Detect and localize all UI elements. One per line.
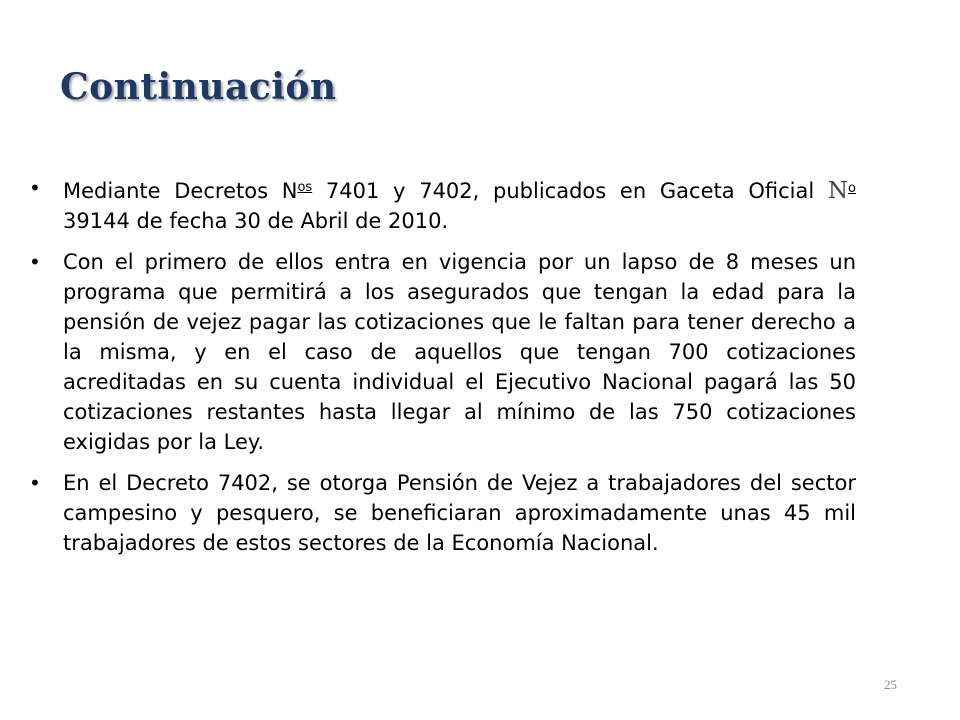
bullet-icon: •: [29, 176, 41, 200]
bullet-item-programa: [29, 247, 856, 457]
page-number: 25: [884, 677, 897, 692]
bullet-text-part: Mediante Decretos N: [63, 179, 298, 203]
bullet-icon: •: [29, 471, 41, 495]
bullet-text-part: 39144 de fecha 30 de Abril de 2010.: [63, 209, 449, 233]
bullet-text: En el Decreto 7402, se otorga Pensión de Vejez a trabajadores del sector campesino y pesquero, se beneficiaran aproximadamente unas 45 mil trabajadores de estos sectores de la Economía Nacional.: [63, 471, 856, 555]
superscript-o: o: [848, 181, 856, 196]
bullet-text-part: 7401 y 7402, publicados en Gaceta Oficial: [312, 179, 828, 203]
bullet-item-decretos: [29, 173, 856, 236]
bullet-item-decreto-7402: [29, 468, 856, 558]
bullet-icon: •: [29, 250, 41, 274]
slide-title: Continuación: [60, 66, 337, 108]
bullet-text: Con el primero de ellos entra en vigencia por un lapso de 8 meses un programa que permitirá a los asegurados que tengan la edad para la pensión de vejez pagar las cotizaciones que le faltan para tener derecho a la misma, y en el caso de aquellos que tengan 700 cotizaciones acreditadas en su cuenta individual el Ejecutivo Nacional pagará las 50 cotizaciones restantes hasta llegar al mínimo de las 750 cotizaciones exigidas por la Ley.: [63, 250, 856, 454]
superscript-os: os: [297, 180, 313, 195]
bullet-text: [63, 179, 856, 233]
numero-symbol: N: [827, 178, 849, 204]
bullet-list: [29, 173, 856, 569]
